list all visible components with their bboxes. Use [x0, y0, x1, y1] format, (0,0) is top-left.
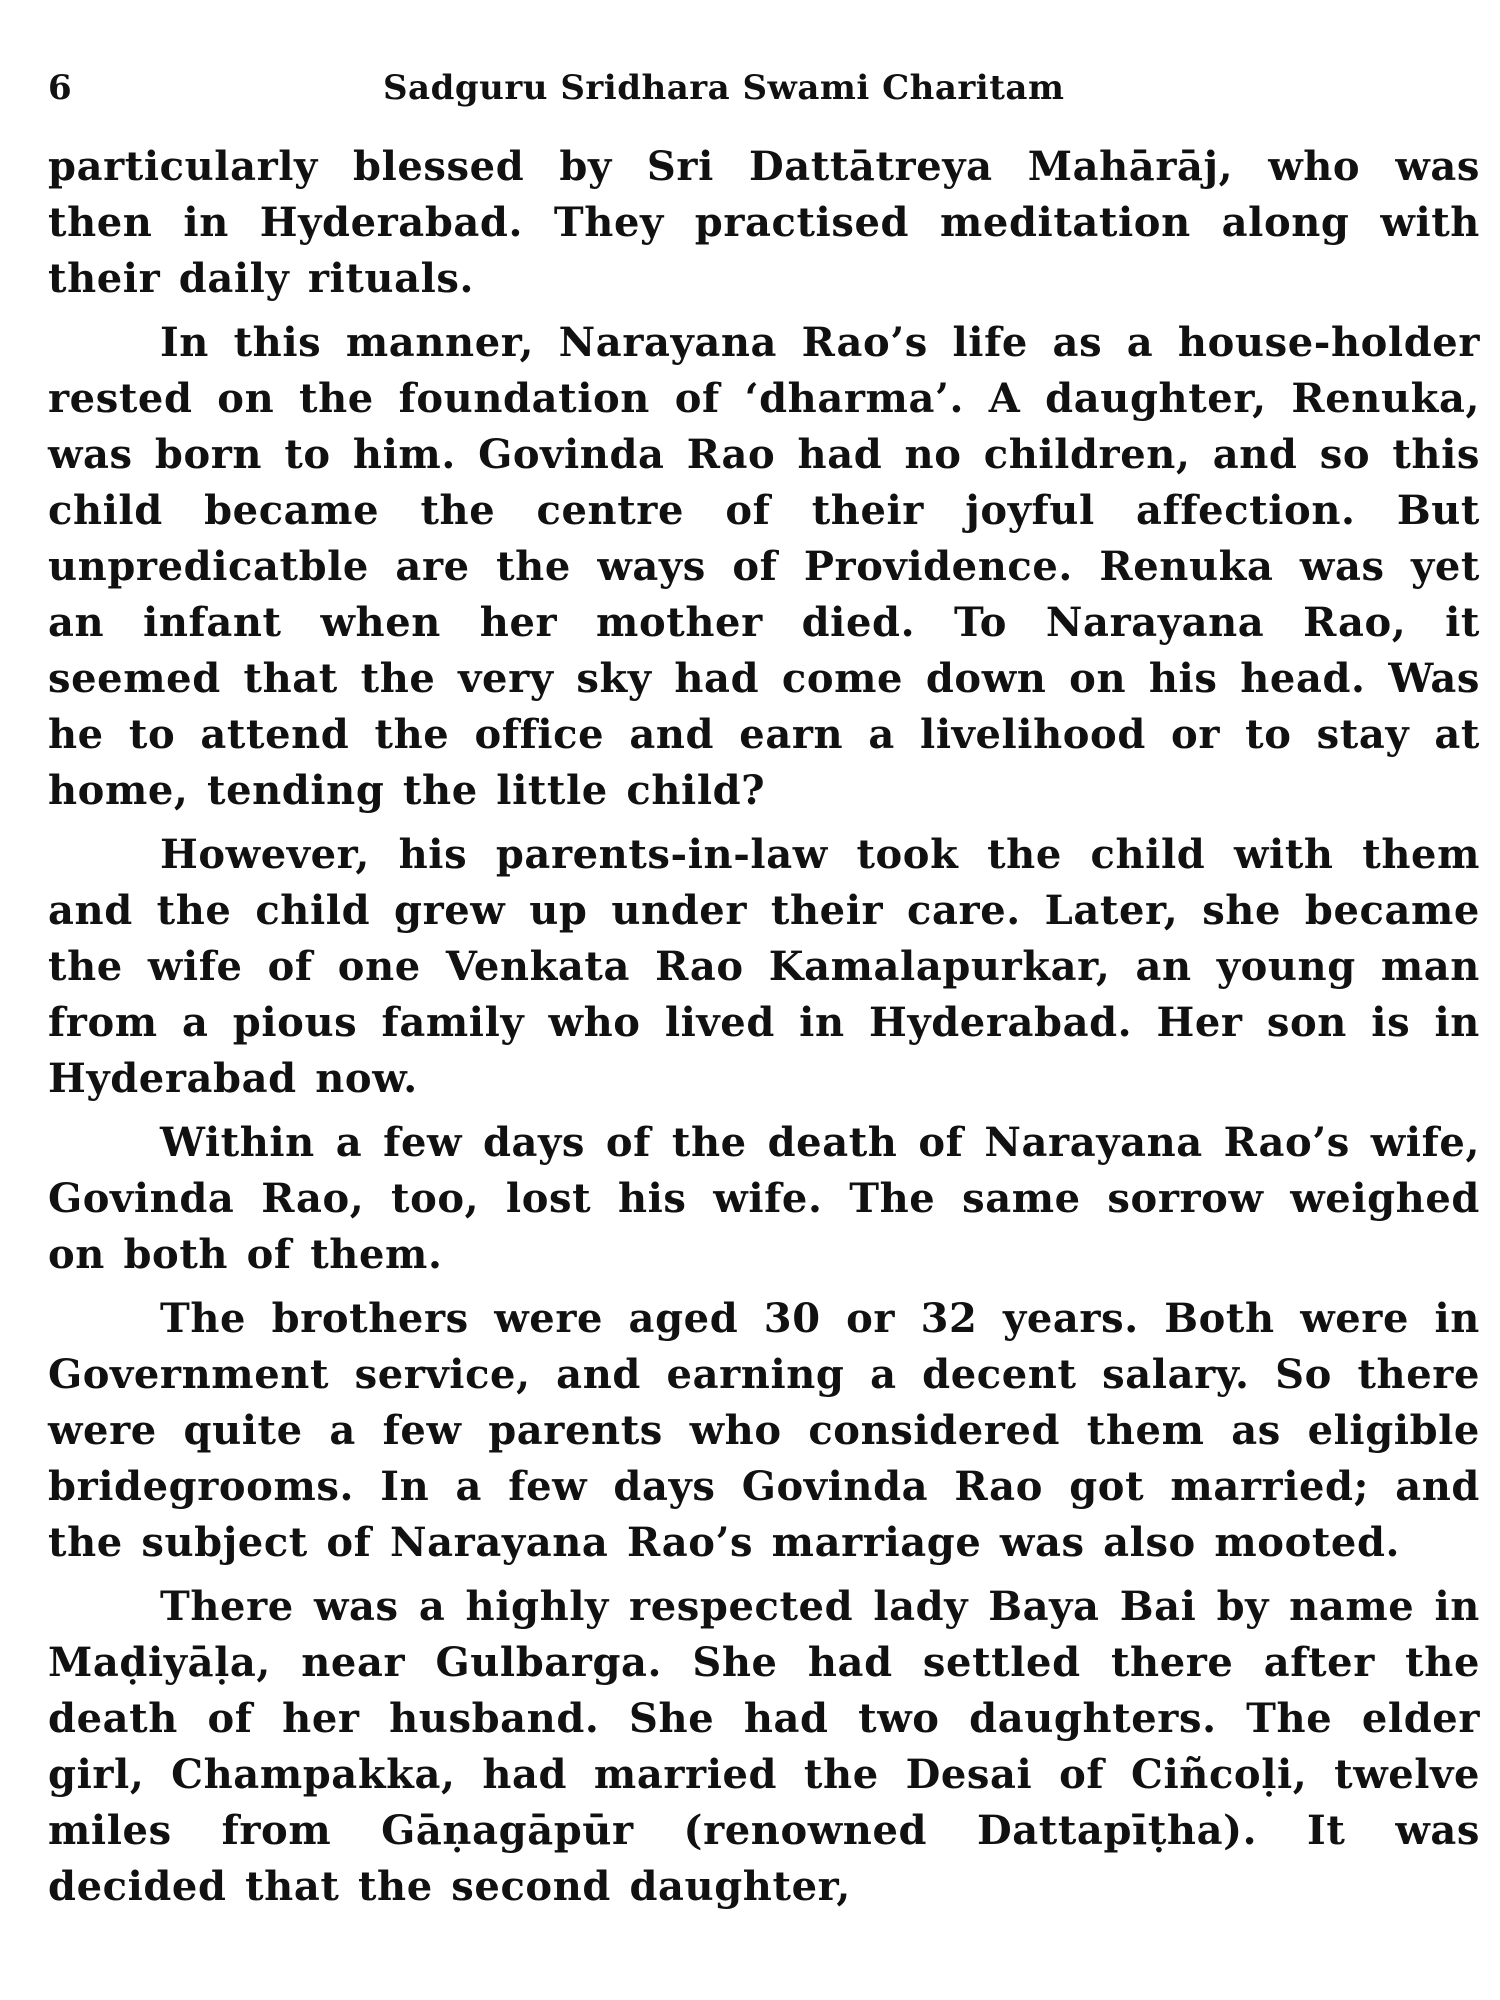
- page-number: 6: [48, 68, 72, 108]
- running-head: [48, 66, 1480, 110]
- paragraph-householder: In this manner, Narayana Rao’s life as a house-holder rested on the foundation of ‘dharma’. A daughter, Renuka, was born to him. Govinda Rao had no children, and so this child became the centre of their joyful affection. But unpredicatble are the ways of Providence. Renuka was yet an infant when her mother died. To Narayana Rao, it seemed that the very sky had come down on his head. Was he to attend the office and earn a livelihood or to stay at home, tending the little child?: [48, 319, 1480, 814]
- book-title: Sadguru Sridhara Swami Charitam: [383, 68, 1065, 108]
- body-text: [48, 139, 1480, 1923]
- paragraph-continued: particularly blessed by Sri Dattātreya Mahārāj, who was then in Hyderabad. They practised meditation along with their daily rituals.: [48, 143, 1480, 302]
- paragraph-baya-bai: There was a highly respected lady Baya Bai by name in Maḍiyāḷa, near Gulbarga. She had settled there after the death of her husband. She had two daughters. The elder girl, Champakka, had married the Desai of Ciñcoḷi, twelve miles from Gāṇagāpūr (renowned Dattapīṭha). It was decided that the second daughter,: [48, 1583, 1480, 1910]
- paragraph-govinda-wife: Within a few days of the death of Narayana Rao’s wife, Govinda Rao, too, lost his wife. The same sorrow weighed on both of them.: [48, 1119, 1480, 1278]
- paragraph-brothers: The brothers were aged 30 or 32 years. Both were in Government service, and earning a decent salary. So there were quite a few parents who considered them as eligible bridegrooms. In a few days Govinda Rao got married; and the subject of Narayana Rao’s marriage was also mooted.: [48, 1295, 1480, 1566]
- paragraph-parents-in-law: However, his parents-in-law took the child with them and the child grew up under their care. Later, she became the wife of one Venkata Rao Kamalapurkar, an young man from a pious family who lived in Hyderabad. Her son is in Hyderabad now.: [48, 831, 1480, 1102]
- book-page: [48, 0, 1480, 2000]
